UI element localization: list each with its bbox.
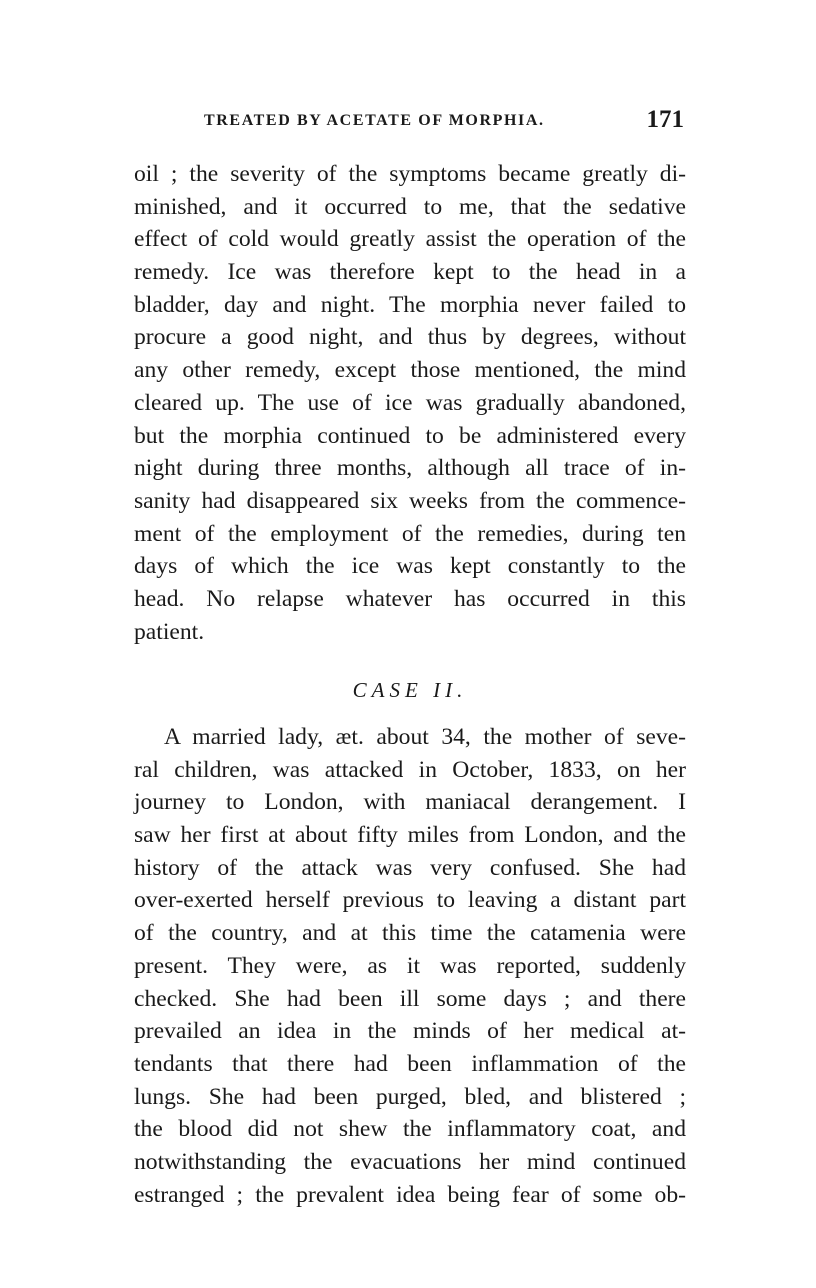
text-line: prevailed an idea in the minds of her medical at- <box>134 1018 686 1045</box>
text-line: oil ; the severity of the symptoms became greatly di- <box>134 161 686 187</box>
text-line: notwithstanding the evacuations her mind continued <box>134 1148 686 1175</box>
text-line: patient. <box>134 618 205 645</box>
section-heading: CASE II. <box>352 678 468 702</box>
paragraph-case-two <box>134 721 686 1211</box>
text-line: history of the attack was very confused. She had <box>134 854 686 881</box>
text-line: but the morphia continued to be administered every <box>134 422 686 449</box>
text-line: bladder, day and night. The morphia never failed to <box>134 291 686 318</box>
page-number: 171 <box>646 106 684 133</box>
text-line: days of which the ice was kept constantly to the <box>134 553 686 580</box>
text-line: ment of the employment of the remedies, during ten <box>134 520 686 547</box>
text-line: procure a good night, and thus by degrees, without <box>134 324 686 351</box>
running-title: TREATED BY ACETATE OF MORPHIA. <box>204 112 545 129</box>
text-line: cleared up. The use of ice was gradually abandoned, <box>134 389 686 416</box>
text-line: tendants that there had been inflammation of the <box>134 1050 686 1077</box>
text-line: over-exerted herself previous to leaving a distant part <box>134 887 686 914</box>
text-line: minished, and it occurred to me, that the sedative <box>134 193 686 220</box>
text-line: any other remedy, except those mentioned, the mind <box>134 357 686 384</box>
text-line: sanity had disappeared six weeks from the commence- <box>134 487 686 514</box>
text-line: ral children, was attacked in October, 1833, on her <box>134 756 686 783</box>
text-line: present. They were, as it was reported, suddenly <box>134 952 686 979</box>
text-line: of the country, and at this time the catamenia were <box>134 920 686 947</box>
text-line: the blood did not shew the inflammatory coat, and <box>134 1116 686 1143</box>
text-line: night during three months, although all trace of in- <box>134 455 686 482</box>
text-line: journey to London, with maniacal derangement. I <box>134 789 686 816</box>
text-line: A married lady, æt. about 34, the mother of seve- <box>164 724 686 750</box>
text-line: remedy. Ice was therefore kept to the head in a <box>134 259 686 286</box>
text-line: estranged ; the prevalent idea being fear of some ob- <box>134 1181 686 1208</box>
paragraph-continued <box>134 158 686 648</box>
text-line: lungs. She had been purged, bled, and blistered ; <box>134 1083 686 1110</box>
text-line: checked. She had been ill some days ; and there <box>134 985 686 1012</box>
text-line: saw her first at about fifty miles from London, and the <box>134 822 686 849</box>
running-head <box>134 108 686 142</box>
text-line: effect of cold would greatly assist the operation of the <box>134 226 686 253</box>
text-line: head. No relapse whatever has occurred in this <box>134 585 686 612</box>
